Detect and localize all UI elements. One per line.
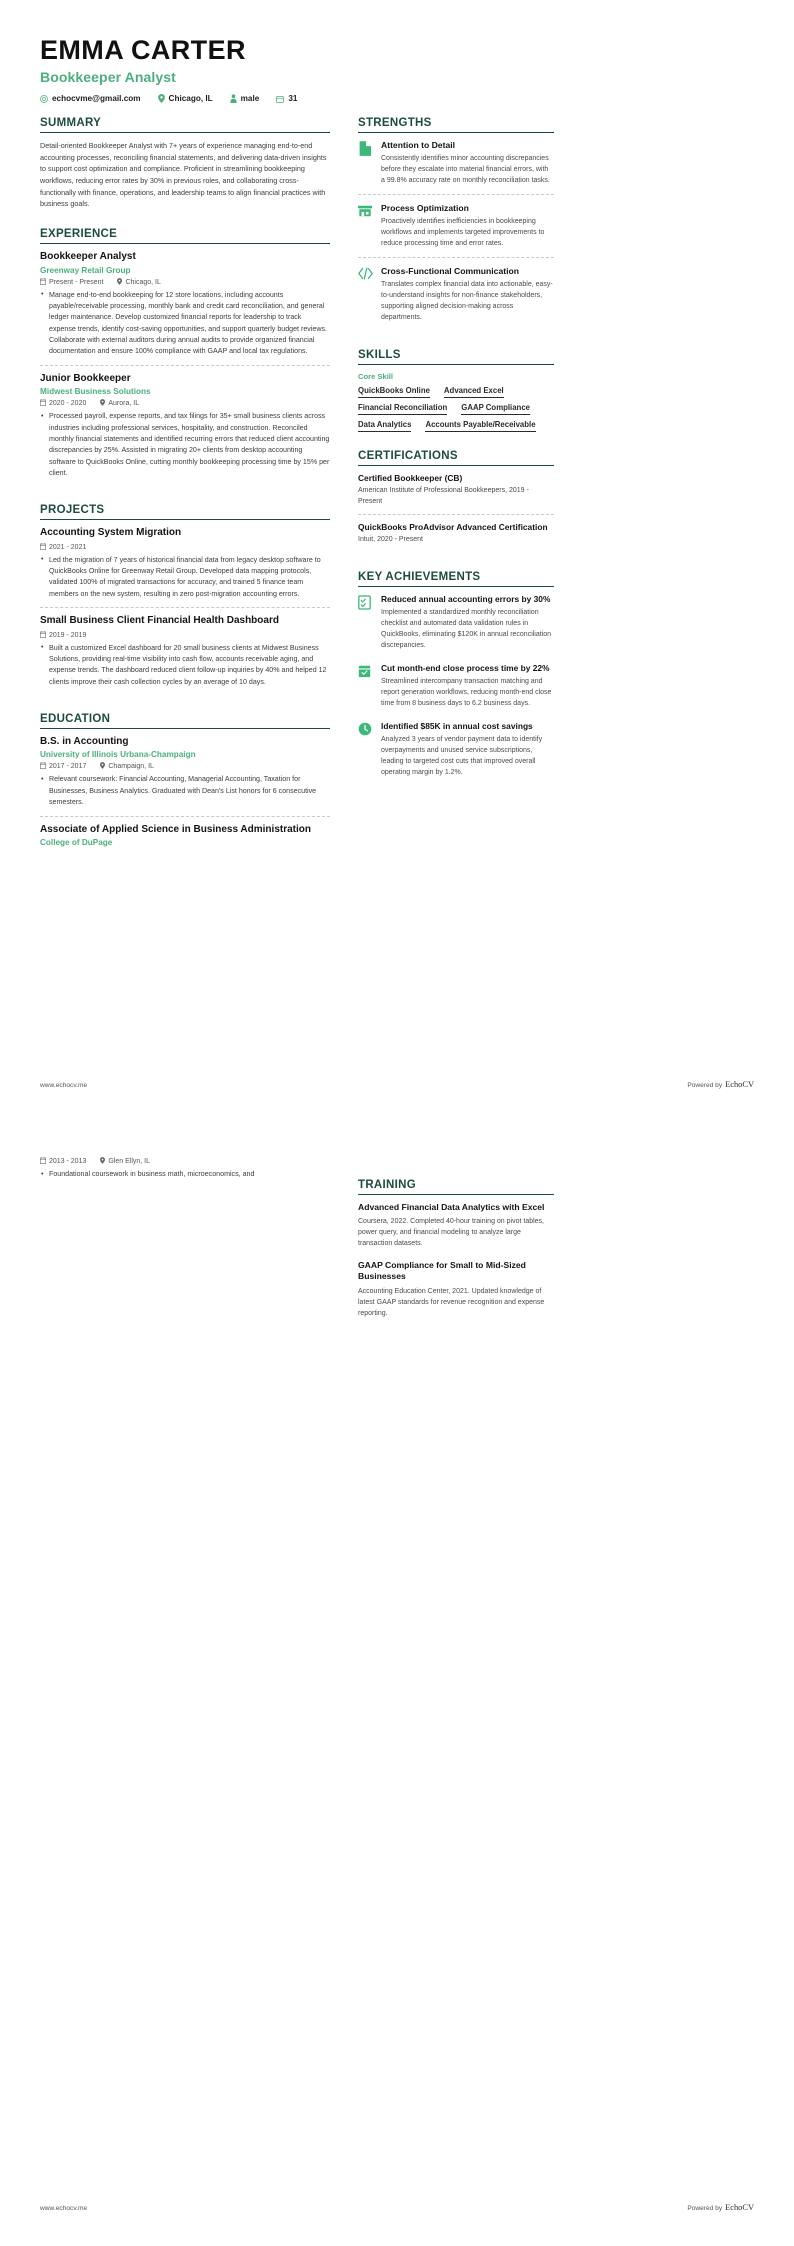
training-text: Accounting Education Center, 2021. Updated knowledge of latest GAAP standards for revenue recognition and expense reporting. bbox=[358, 1287, 545, 1317]
bullet-item: • Led the migration of 7 years of historical financial data from legacy desktop software to QuickBooks Online for Greenway Retail Group. Developed data mapping protocols, validated 100% of migrated transactions for accuracy, and trained 5 finance team members on the new system, resulting in zero post-migration accounting errors. bbox=[40, 555, 330, 600]
calendar-icon bbox=[40, 1157, 46, 1166]
achievement-title: Cut month-end close process time by 22% bbox=[381, 663, 550, 674]
person-icon bbox=[230, 94, 237, 103]
skill-chip: Financial Reconciliation bbox=[358, 403, 447, 415]
achievement-title: Identified $85K in annual cost savings bbox=[381, 721, 533, 732]
section-skills bbox=[358, 349, 554, 432]
certification-item bbox=[358, 473, 554, 515]
training-item bbox=[358, 1202, 554, 1257]
right-column-page2 bbox=[358, 1157, 554, 1327]
strength-title: Process Optimization bbox=[381, 203, 469, 214]
project-entry bbox=[40, 527, 330, 607]
entry-dates bbox=[40, 631, 86, 640]
entry-meta bbox=[40, 399, 330, 408]
contact-email-value: echocvme@gmail.com bbox=[52, 94, 141, 104]
bullet-item: • Foundational coursework in business math, microeconomics, and bbox=[40, 1169, 330, 1180]
certification-item bbox=[358, 514, 554, 553]
store-icon bbox=[358, 203, 374, 249]
location-pin-icon bbox=[100, 399, 105, 408]
experience-entry bbox=[40, 365, 330, 487]
skills-list bbox=[358, 386, 554, 432]
calendar-check-icon bbox=[358, 663, 374, 709]
achievement-item bbox=[358, 594, 554, 659]
bullet-item: • Processed payroll, expense reports, and tax filings for 35+ small business clients across industries including professional services, hospitality, and construction. Reconciled monthly financial statements and identified recurring errors that reduced client accounting discrepancies by 25%. Assisted in migrating 20+ clients from desktop accounting software to QuickBooks Online, cutting monthly bookkeeping processing time by 15% per client. bbox=[40, 411, 330, 479]
page-footer bbox=[40, 1080, 754, 1089]
certification-detail: American Institute of Professional Bookkeepers, 2019 - Present bbox=[358, 486, 529, 505]
education-entry bbox=[40, 816, 330, 855]
entry-title: Accounting System Migration bbox=[40, 527, 182, 539]
project-entry bbox=[40, 607, 330, 695]
entry-location-value: Champaign, IL bbox=[108, 763, 154, 771]
projects-heading: PROJECTS bbox=[40, 504, 330, 520]
strength-text: Consistently identifies minor accounting discrepancies before they escalate into material financial errors, with a 99.8% accuracy rate on monthly reconciliation tasks. bbox=[381, 154, 550, 184]
entry-bullets bbox=[40, 555, 330, 600]
location-pin-icon bbox=[100, 762, 105, 771]
entry-title: B.S. in Accounting bbox=[40, 735, 129, 747]
section-training bbox=[358, 1179, 554, 1327]
training-text: Coursera, 2022. Completed 40-hour training on pivot tables, power query, and financial modeling to analyze large transaction datasets. bbox=[358, 1218, 544, 1248]
achievement-text: Implemented a standardized monthly reconciliation checklist and automated data validation rules in QuickBooks, eliminating $120K in annual reconciliation discrepancies. bbox=[381, 609, 552, 650]
candidate-job-title: Bookkeeper Analyst bbox=[40, 69, 176, 86]
email-icon bbox=[40, 95, 48, 103]
location-pin-icon bbox=[100, 1157, 105, 1166]
resume-columns bbox=[0, 103, 794, 854]
entry-location bbox=[100, 762, 154, 771]
entry-title: Small Business Client Financial Health Dashboard bbox=[40, 615, 279, 627]
certification-title: Certified Bookkeeper (CB) bbox=[358, 472, 463, 483]
training-item bbox=[358, 1257, 554, 1326]
calendar-icon bbox=[40, 631, 46, 640]
strength-text: Translates complex financial data into actionable, easy-to-understand insights for non-finance stakeholders, supporting aligned decision-making across departments. bbox=[381, 280, 553, 321]
skill-chip: QuickBooks Online bbox=[358, 386, 430, 398]
entry-bullets bbox=[40, 1169, 330, 1180]
right-column bbox=[358, 103, 554, 786]
entry-meta bbox=[40, 278, 330, 287]
section-summary bbox=[40, 117, 330, 210]
education-entry-continued bbox=[40, 1157, 330, 1187]
entry-dates-value: 2017 - 2017 bbox=[49, 763, 87, 771]
contact-age bbox=[276, 94, 297, 103]
footer-powered-label: Powered by bbox=[687, 2205, 723, 2212]
skill-chip: Accounts Payable/Receivable bbox=[425, 420, 535, 432]
entry-dates bbox=[40, 762, 86, 771]
training-heading: TRAINING bbox=[358, 1179, 554, 1195]
certifications-heading: CERTIFICATIONS bbox=[358, 450, 554, 466]
section-experience bbox=[40, 228, 330, 486]
contact-location bbox=[158, 94, 213, 103]
achievement-text: Analyzed 3 years of vendor payment data to identify overpayments and unused service subscriptions, leading to targeted cost cuts that improved overall operating margin by 1.2%. bbox=[381, 736, 543, 777]
strength-item bbox=[358, 140, 554, 194]
bullet-item: • Relevant coursework: Financial Accounting, Managerial Accounting, Taxation for Businesses, Business Analytics. Graduated with Dean's List honors for 6 consecutive semesters. bbox=[40, 774, 330, 808]
footer-brand: EchoCV bbox=[725, 2203, 754, 2212]
checklist-icon bbox=[358, 594, 374, 651]
education-entry bbox=[40, 736, 330, 816]
entry-dates-value: 2019 - 2019 bbox=[49, 631, 87, 639]
calendar-icon bbox=[40, 399, 46, 408]
entry-dates-value: 2020 - 2020 bbox=[49, 400, 87, 408]
strength-item bbox=[358, 257, 554, 331]
achievement-item bbox=[358, 717, 554, 786]
contact-email[interactable] bbox=[40, 94, 141, 103]
achievement-text: Streamlined intercompany transaction matching and report generation workflows, reducing month-end close time from 8 business days to 6.2 business days. bbox=[381, 678, 552, 708]
resume-page-2 bbox=[0, 1123, 794, 2246]
achievement-item bbox=[358, 659, 554, 717]
section-education bbox=[40, 713, 330, 854]
calendar-icon bbox=[40, 278, 46, 287]
location-pin-icon bbox=[158, 94, 165, 103]
strengths-heading: STRENGTHS bbox=[358, 117, 554, 133]
calendar-icon bbox=[276, 95, 284, 103]
entry-location bbox=[117, 278, 160, 287]
achievements-heading: KEY ACHIEVEMENTS bbox=[358, 571, 554, 587]
entry-bullets bbox=[40, 290, 330, 358]
footer-website[interactable]: www.echocv.me bbox=[40, 1082, 88, 1089]
entry-meta bbox=[40, 631, 330, 640]
entry-dates bbox=[40, 543, 86, 552]
skills-group-label: Core Skill bbox=[358, 371, 394, 381]
skill-chip: GAAP Compliance bbox=[461, 403, 530, 415]
entry-dates bbox=[40, 399, 86, 408]
education-heading: EDUCATION bbox=[40, 713, 330, 729]
entry-organization: University of Illinois Urbana-Champaign bbox=[40, 750, 196, 760]
skill-chip: Advanced Excel bbox=[444, 386, 504, 398]
entry-bullets bbox=[40, 774, 330, 808]
entry-dates bbox=[40, 278, 103, 287]
section-key-achievements bbox=[358, 571, 554, 786]
entry-bullets bbox=[40, 411, 330, 479]
bullet-item: • Built a customized Excel dashboard for 20 small business clients at Midwest Business Solutions, providing real-time visibility into cash flow, accounts receivable aging, and expense trends. The dashboard reduced client follow-up inquiries by 40% and helped 12 clients improve their cash collection cycles by an average of 10 days. bbox=[40, 643, 330, 688]
calendar-icon bbox=[40, 543, 46, 552]
skill-chip: Data Analytics bbox=[358, 420, 411, 432]
certification-detail: Intuit, 2020 - Present bbox=[358, 536, 423, 544]
experience-heading: EXPERIENCE bbox=[40, 228, 330, 244]
code-brackets-icon bbox=[358, 266, 374, 323]
entry-location-value: Chicago, IL bbox=[125, 278, 161, 286]
candidate-name: EMMA CARTER bbox=[40, 35, 246, 65]
footer-powered-label: Powered by bbox=[687, 1082, 723, 1089]
section-strengths bbox=[358, 117, 554, 331]
left-column bbox=[40, 103, 330, 854]
footer-brand: EchoCV bbox=[725, 1080, 754, 1089]
contact-location-value: Chicago, IL bbox=[168, 94, 213, 104]
entry-title: Associate of Applied Science in Business Administration bbox=[40, 823, 311, 835]
resume-header bbox=[0, 0, 794, 103]
entry-dates-value: Present - Present bbox=[49, 278, 104, 286]
strength-item bbox=[358, 194, 554, 257]
calendar-icon bbox=[40, 762, 46, 771]
entry-dates-value: 2021 - 2021 bbox=[49, 543, 87, 551]
entry-organization: Greenway Retail Group bbox=[40, 265, 131, 275]
entry-location-value: Glen Ellyn, IL bbox=[108, 1158, 151, 1165]
footer-website[interactable]: www.echocv.me bbox=[40, 2205, 88, 2212]
entry-title: Junior Bookkeeper bbox=[40, 372, 131, 384]
entry-meta bbox=[40, 1157, 330, 1166]
experience-entry bbox=[40, 251, 330, 365]
entry-location bbox=[100, 399, 139, 408]
document-icon bbox=[358, 140, 374, 186]
left-column-page2 bbox=[40, 1157, 330, 1187]
contact-gender-value: male bbox=[240, 94, 260, 104]
entry-title: Bookkeeper Analyst bbox=[40, 251, 136, 263]
entry-dates-value: 2013 - 2013 bbox=[49, 1158, 87, 1165]
entry-meta bbox=[40, 762, 330, 771]
entry-organization: College of DuPage bbox=[40, 838, 113, 847]
contact-gender bbox=[230, 94, 260, 103]
footer-powered-by bbox=[687, 1080, 754, 1089]
achievement-title: Reduced annual accounting errors by 30% bbox=[381, 594, 551, 605]
strength-text: Proactively identifies inefficiencies in bookkeeping workflows and implements targeted improvements to reduce processing time and error rates. bbox=[381, 217, 545, 247]
section-certifications bbox=[358, 450, 554, 553]
strength-title: Cross-Functional Communication bbox=[381, 265, 519, 276]
contact-age-value: 31 bbox=[288, 94, 298, 104]
contact-list bbox=[40, 94, 754, 103]
bullet-item: • Manage end-to-end bookkeeping for 12 store locations, including accounts payable/receivable processing, monthly bank and credit card reconciliation, and general ledger maintenance. Develop customized financial reports for leadership to track expense trends, identify cost-saving opportunities, and support quarterly budget reviews. Collaborate with external auditors during annual audits to provide organized financial documentation and ensure 100% compliance with GAAP and local tax regulations. bbox=[40, 290, 330, 358]
page-footer bbox=[40, 2203, 754, 2212]
entry-location-value: Aurora, IL bbox=[108, 400, 140, 408]
resume-columns-page2 bbox=[0, 1123, 794, 1327]
entry-meta bbox=[40, 543, 330, 552]
entry-location bbox=[100, 1157, 150, 1166]
entry-bullets bbox=[40, 643, 330, 688]
certification-title: QuickBooks ProAdvisor Advanced Certification bbox=[358, 522, 548, 533]
skills-heading: SKILLS bbox=[358, 349, 554, 365]
section-projects bbox=[40, 504, 330, 695]
location-pin-icon bbox=[117, 278, 122, 287]
summary-text: Detail-oriented Bookkeeper Analyst with 7+ years of experience managing end-to-end accounting processes, reconciling financial statements, and delivering data-driven insights to support cost optimization and compliance. Proficient in streamlining bookkeeping workflows, reducing error rates by 30% in previous roles, and collaborating cross-functionally with finance, operations, and leadership teams to align financial practices with business goals. bbox=[40, 141, 327, 209]
summary-heading: SUMMARY bbox=[40, 117, 330, 133]
training-title: GAAP Compliance for Small to Mid-Sized Businesses bbox=[358, 1260, 526, 1282]
entry-dates bbox=[40, 1157, 86, 1166]
strength-title: Attention to Detail bbox=[381, 140, 455, 151]
training-title: Advanced Financial Data Analytics with Excel bbox=[358, 1202, 545, 1212]
footer-powered-by bbox=[687, 2203, 754, 2212]
clock-icon bbox=[358, 721, 374, 778]
entry-organization: Midwest Business Solutions bbox=[40, 387, 151, 397]
